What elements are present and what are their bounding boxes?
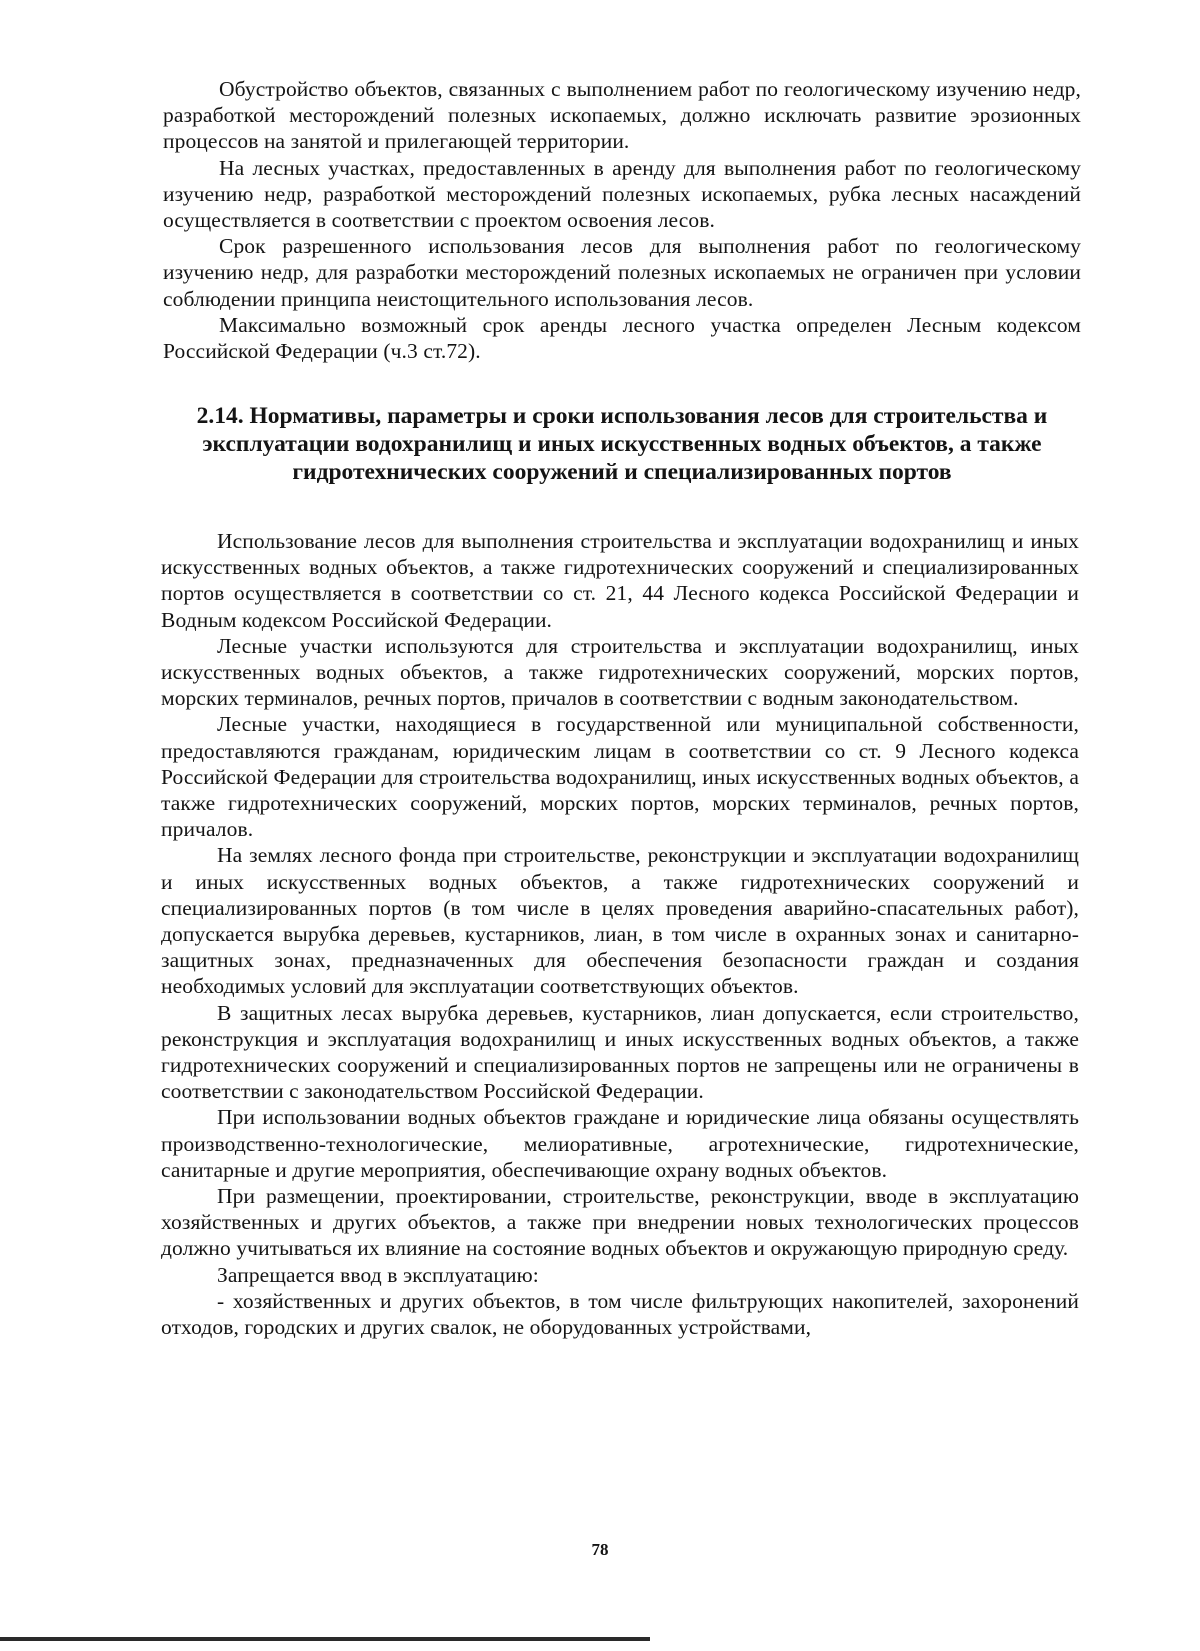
paragraph-commissioning-ban: Запрещается ввод в эксплуатацию: <box>217 1262 539 1287</box>
paragraph-water-protection: При использовании водных объектов граждане и юридические лица обязаны осуществлять производственно-технологические, мелиоративные, агротехнические, гидротехнические, санитарные и другие мероприятия, обеспечивающие охрану водных объектов. <box>161 1105 1079 1182</box>
page-number: 78 <box>591 1540 609 1559</box>
intro-text-block <box>163 76 1081 364</box>
section-heading: 2.14. Нормативы, параметры и сроки использования лесов для строительства и эксплуатации водохранилищ и иных искусственных водных объектов, а также гидротехнических сооружений и специализированных портов <box>196 403 1048 485</box>
paragraph-protective-forests: В защитных лесах вырубка деревьев, кустарников, лиан допускается, если строительство, реконструкция и эксплуатация водохранилищ и иных искусственных водных объектов, а также гидротехнических сооружений и специализированных портов не запрещены или не ограничены в соответствии с законодательством Российской Федерации. <box>161 1000 1079 1104</box>
paragraph-usage-term: Срок разрешенного использования лесов для выполнения работ по геологическому изучению недр, для разработки месторождений полезных ископаемых не ограничен при условии соблюдении принципа неистощительного использования лесов. <box>163 234 1081 311</box>
paragraph-geology-facilities: Обустройство объектов, связанных с выполнением работ по геологическому изучению недр, разработкой месторождений полезных ископаемых, должно исключать развитие эрозионных процессов на занятой и прилегающей территории. <box>163 77 1081 154</box>
paragraph-lease-felling: На лесных участках, предоставленных в аренду для выполнения работ по геологическому изучению недр, разработкой месторождений полезных ископаемых, рубка лесных насаждений осуществляется в соответствии с проектом освоения лесов. <box>163 155 1081 233</box>
paragraph-plot-usage: Лесные участки используются для строительства и эксплуатации водохранилищ, иных искусственных водных объектов, а также гидротехнических сооружений, морских портов, морских терминалов, речных портов, причалов в соответствии с водным законодательством. <box>161 633 1079 711</box>
paragraph-impact-assessment: При размещении, проектировании, строительстве, реконструкции, вводе в эксплуатацию хозяйственных и других объектов, а также при внедрении новых технологических процессов должно учитываться их влияние на состояние водных объектов и окружающую природную среду. <box>161 1184 1079 1261</box>
section-body <box>161 528 1079 1340</box>
list-item-facilities: - хозяйственных и других объектов, в том числе фильтрующих накопителей, захоронений отходов, городских и других свалок, не оборудованных устройствами, <box>161 1288 1079 1340</box>
paragraph-tree-felling: На землях лесного фонда при строительстве, реконструкции и эксплуатации водохранилищ и иных искусственных водных объектов, а также гидротехнических сооружений и специализированных портов (в том числе в целях проведения аварийно-спасательных работ), допускается вырубка деревьев, кустарников, лиан, в том числе в охранных зонах и санитарно-защитных зонах, предназначенных для обеспечения безопасности граждан и создания необходимых условий для эксплуатации соответствующих объектов. <box>161 843 1079 999</box>
paragraph-legal-basis: Использование лесов для выполнения строительства и эксплуатации водохранилищ и иных искусственных водных объектов, а также гидротехнических сооружений и специализированных портов осуществляется в соответствии со ст. 21, 44 Лесного кодекса Российской Федерации и Водным кодексом Российской Федерации. <box>161 529 1079 632</box>
paragraph-plot-provision: Лесные участки, находящиеся в государственной или муниципальной собственности, предоставляются гражданам, юридическим лицам в соответствии со ст. 9 Лесного кодекса Российской Федерации для строительства водохранилищ, иных искусственных водных объектов, а также гидротехнических сооружений, морских портов, морских терминалов, речных портов, причалов. <box>161 712 1079 842</box>
scan-edge-line <box>0 1637 650 1641</box>
paragraph-max-lease-term: Максимально возможный срок аренды лесного участка определен Лесным кодексом Российской Федерации (ч.3 ст.72). <box>163 312 1081 364</box>
